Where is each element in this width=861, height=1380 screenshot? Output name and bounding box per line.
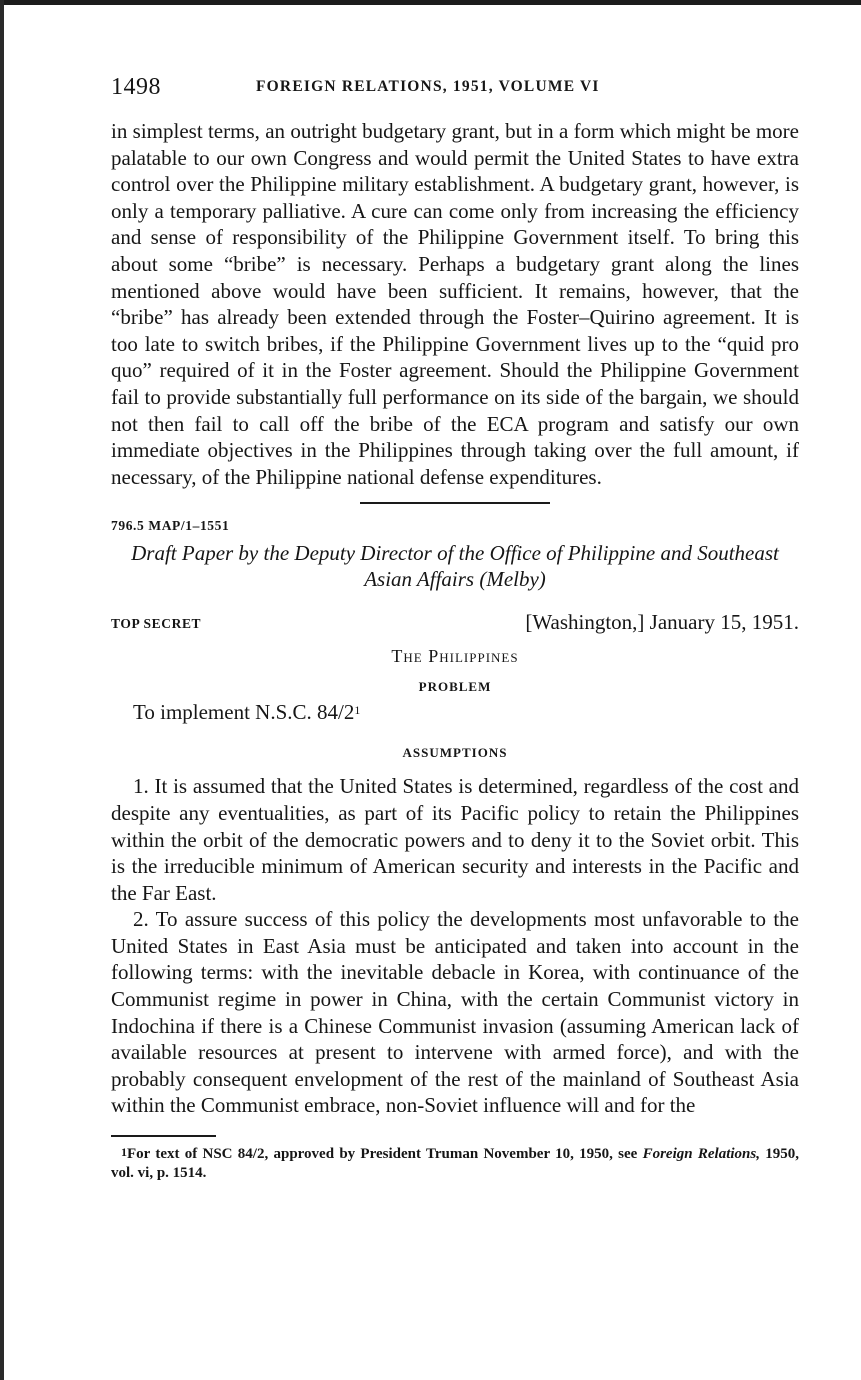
- page-edge-left: [0, 0, 4, 1380]
- footnote-text-start: For text of NSC 84/2, approved by President Truman November 10, 1950, see: [127, 1145, 643, 1162]
- footnote-marker: 1: [121, 1144, 127, 1159]
- continuation-paragraph: in simplest terms, an outright budgetary grant, but in a form which might be more palatable to our own Congress and would permit the United States to have extra control over the Philippine military establishment. A budgetary grant, however, is only a temporary palliative. A cure can come only from increasing the efficiency and sense of responsibility of the Philippine Government itself. To bring this about some “bribe” is necessary. Perhaps a budgetary grant along the lines mentioned above would have been sufficient. It remains, however, that the “bribe” has already been extended through the Foster–Quirino agreement. It is too late to switch bribes, if the Philippine Government lives up to the “quid pro quo” required of it in the Foster agreement. Should the Philippine Government fail to provide substantially full performance on its side of the bargain, we should not then fail to call off the bribe of the ECA program and satisfy our own immediate objectives in the Philippines through taking over the full amount, if necessary, of the Philippine national defense expenditures.: [111, 119, 799, 489]
- running-head-title: FOREIGN RELATIONS, 1951, VOLUME VI: [256, 78, 600, 95]
- footnote-divider: [111, 1135, 216, 1137]
- section-divider: [360, 502, 550, 504]
- page-number: 1498: [111, 74, 161, 100]
- page-edge-top: [0, 0, 861, 5]
- footnote-text-end: 1950, vol. vi, p. 1514.: [111, 1145, 800, 1181]
- footnote: [111, 1145, 799, 1183]
- assumption-paragraph-1: 1. It is assumed that the United States is determined, regardless of the cost and despite any eventualities, as part of its Pacific policy to retain the Philippines within the orbit of the democratic powers and to deny it to the Soviet orbit. This is the irreducible minimum of American security and interests in the Pacific and the Far East.: [111, 774, 799, 905]
- problem-heading: PROBLEM: [418, 679, 492, 695]
- footnote-source-title: Foreign Relations,: [642, 1145, 760, 1162]
- subject-heading: The Philippines: [391, 646, 519, 667]
- document-date: [Washington,] January 15, 1951.: [525, 610, 799, 635]
- assumption-paragraph-2: 2. To assure success of this policy the developments most unfavorable to the United States in East Asia must be anticipated and taken into account in the following terms: with the inevitable debacle in Korea, with continuance of the Communist regime in power in China, with the certain Communist victory in Indochina if there is a Chinese Communist invasion (assuming American lack of available resources at present to intervene with armed force), and with the probably consequent envelopment of the rest of the mainland of Southeast Asia within the Communist embrace, non-Soviet influence will and for the: [111, 907, 799, 1118]
- footnote-reference: 1: [354, 703, 361, 718]
- problem-text: To implement N.S.C. 84/2: [133, 700, 355, 725]
- file-number: 796.5 MAP/1–1551: [111, 518, 230, 534]
- problem-statement: [111, 699, 799, 725]
- assumptions-heading: ASSUMPTIONS: [402, 745, 508, 761]
- classification-label: TOP SECRET: [111, 616, 202, 632]
- running-head: [111, 74, 799, 102]
- document-title: Draft Paper by the Deputy Director of the Office of Philippine and Southeast Asian Affairs (Melby): [131, 541, 779, 592]
- document-page: [111, 74, 799, 1183]
- dateline: [111, 610, 799, 638]
